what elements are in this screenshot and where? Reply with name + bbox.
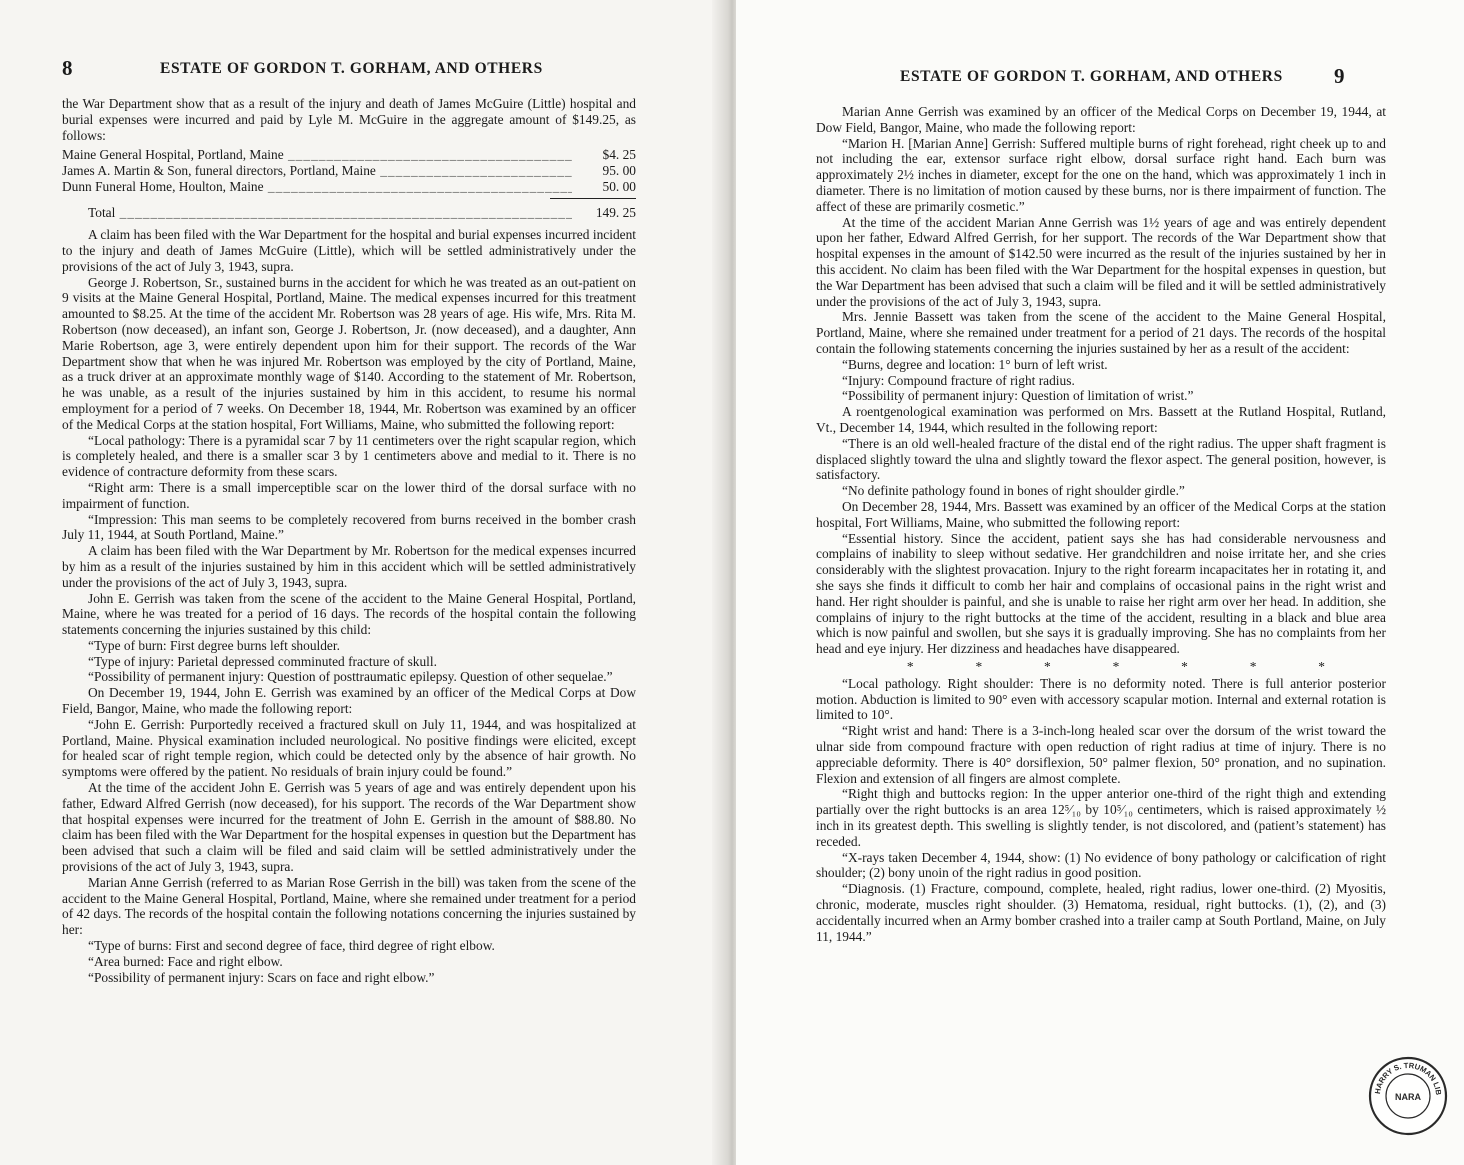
paragraph: At the time of the accident John E. Gerrish was 5 years of age and was entirely dependent upon his father, Edward Alfred Gerrish (now deceased), for his support. The records of the War Department show that hospital expenses were incurred for the treatment of John E. Gerrish in the amount of $88.80. No claim has been filed with the War Department for the hospital expenses in question but the Department has been advised that such a claim will be filed and said claim will be settled administratively under the provisions of the act of July 3, 1943, supra. [62, 780, 636, 875]
paragraph: A roentgenological examination was performed on Mrs. Bassett at the Rutland Hospital, Rutland, Vt., December 14, 1944, which resulted in the following report: [816, 404, 1386, 435]
quoted-paragraph: “Burns, degree and location: 1° burn of left wrist. [842, 356, 1108, 372]
stamp-center-text: NARA [1395, 1092, 1421, 1102]
quoted-paragraph: “Type of burns: First and second degree of face, third degree of right elbow. [88, 938, 495, 954]
quoted-paragraph: “Local pathology: There is a pyramidal scar 7 by 11 centimeters over the right scapular region, which is completely healed, and there is a smaller scar 3 by 1 centimeters above and medial to it. There is no evidence of contracture deformity from these scars. [62, 432, 636, 480]
star: * [1181, 658, 1188, 674]
star: * [975, 658, 983, 674]
stamp-seal-icon [1366, 1054, 1450, 1138]
page-number: 9 [1334, 64, 1345, 88]
page-number: 8 [62, 56, 73, 80]
paragraph: Marian Anne Gerrish was examined by an officer of the Medical Corps on December 19, 1944, at Dow Field, Bangor, Maine, who made the following report: [816, 104, 1386, 135]
running-head: ESTATE OF GORDON T. GORHAM, AND OTHERS [900, 68, 1283, 85]
quoted-paragraph: “Essential history. Since the accident, patient says she has had considerable nervousness and complains of inability to sleep without sedative. Her grandchildren and noise irritate her, and she cries considerably with the slightest provacation. Injury to the right forearm incapacitates her in rotating it, and she says she finds it difficult to comb her hair and complains of occasional pains in the right wrist and hand. Her right shoulder is painful, and she is unable to raise her right arm over her head. In addition, she complains of injury to the right buttocks at the time of the accident, resulting in a black and blue area which is now painful and swollen, but she says it is gradually improving. She has no complaints from her head and eye injury. Her dizziness and headaches have disappeared. [816, 530, 1386, 657]
paragraph: A claim has been filed with the War Department for the hospital and burial expenses incurred incident to the injury and death of James McGuire (Little), which will be settled administratively under the provisions of the act of July 3, 1943, supra. [62, 227, 636, 274]
right-page [736, 0, 1464, 1165]
ledger-amount: $4. 25 [602, 147, 636, 163]
paragraph: On December 28, 1944, Mrs. Bassett was examined by an officer of the Medical Corps at the station hospital, Fort Williams, Maine, who submitted the following report: [816, 498, 1386, 530]
quoted-paragraph: “There is an old well-healed fracture of the distal end of the right radius. The upper shaft fragment is displaced slightly toward the ulna and slightly toward the flexor aspect. The general position, however, is satisfactory. [816, 435, 1386, 483]
quoted-paragraph: “Right thigh and buttocks region: In the upper anterior one-third of the right thigh and extending partially over the right buttocks is an area 12⁵⁄₁₀ by 10⁵⁄₁₀ centimeters, which is raised approximately ½ inch in its greatest depth. This swelling is slightly tender, is not discolored, and (patient’s statement) has receded. [816, 786, 1386, 849]
star: * [1318, 658, 1325, 674]
star: * [1112, 658, 1120, 674]
stamp-arc-text: HARRY S. TRUMAN LIB [1373, 1060, 1444, 1096]
ledger-payee: Maine General Hospital, Portland, Maine _____ [62, 147, 572, 163]
ledger-payee: Dunn Funeral Home, Houlton, Maine _____ [62, 179, 572, 195]
star: * [906, 658, 914, 674]
paragraph: Mrs. Jennie Bassett was taken from the scene of the accident to the Maine General Hospital, Portland, Maine, where she remained under treatment for a period of 21 days. The records of the hospital contain the following statements concerning the injuries sustained by her as a result of the accident: [816, 309, 1386, 356]
ledger-row [62, 147, 636, 163]
quoted-paragraph: “Marion H. [Marian Anne] Gerrish: Suffered multiple burns of right forehead, right cheek up to and not including the ear, extensor surface right elbow, dorsal surface right hand. Each burn was approximately 2½ inches in diameter, except for the one on the hand, which was approximately 1 inch in diameter. There is no limitation of motion caused by these burns, nor is there impairment of function. The affect of these are primarily cosmetic.” [816, 135, 1386, 214]
paragraph: At the time of the accident Marian Anne Gerrish was 1½ years of age and was entirely dependent upon her father, Edward Alfred Gerrish, for her support. The records of the War Department show that hospital expenses in the amount of $142.50 were incurred as the result of the injuries sustained by her in this accident. No claim has been filed with the War Department for the hospital expenses in question, but the War Department has been advised that such a claim will be filed and it will be settled administratively under the provisions of the act of July 3, 1943, supra. [816, 214, 1386, 309]
intro-paragraph: the War Department show that as a result of the injury and death of James McGuire (Little) hospital and burial expenses were incurred and paid by Lyle M. McGuire in the aggregate amount of $149.25, as follows: [62, 96, 636, 143]
quoted-paragraph: “Type of injury: Parietal depressed comminuted fracture of skull. [88, 653, 437, 669]
paragraph: George J. Robertson, Sr., sustained burns in the accident for which he was treated as an out-patient on 9 visits at the Maine General Hospital, Portland, Maine. The medical expenses incurred for this treatment amounted to $8.25. At the time of the accident Mr. Robertson was 28 years of age. His wife, Mrs. Rita M. Robertson (now deceased), an infant son, George J. Robertson, Jr. (now deceased), and a daughter, Ann Marie Robertson, age 3, were entirely dependent upon him for their support. The records of the War Department show that when he was injured Mr. Robertson was employed by the city of Portland, Maine, as a truck driver at an approximate monthly wage of $140. According to the statement of Mr. Robertson, he was unable, as a result of the injuries sustained by him in this accident, to resume his normal employment for a period of 7 weeks. On December 18, 1944, Mr. Robertson was examined by an officer of the Medical Corps at the station hospital, Fort Williams, Maine, who submitted the following report: [62, 274, 636, 432]
total-amount: 149. 25 [595, 205, 636, 221]
left-page [0, 0, 728, 1165]
ledger-amount: 95. 00 [602, 162, 636, 178]
star: * [1249, 658, 1257, 674]
quoted-paragraph: “John E. Gerrish: Purportedly received a fractured skull on July 11, 1944, and was hospitalized at Portland, Maine. Physical examination included neurological. No positive findings were elicited, except for healed scar of right temple region, which could be detected only by the absence of hair growth. No symptoms were offered by the patient. No residuals of brain injury could be found.” [62, 716, 636, 780]
expense-ledger [62, 147, 636, 221]
quoted-paragraph: “Possibility of permanent injury: Question of posttraumatic epilepsy. Question of other sequelae.” [88, 669, 613, 685]
quoted-paragraph: “Injury: Compound fracture of right radius. [842, 372, 1075, 388]
paragraph: John E. Gerrish was taken from the scene of the accident to the Maine General Hospital, Portland, Maine, where he was treated for a period of 16 days. The records of the hospital contain the following statements concerning the injuries sustained by this child: [62, 590, 636, 638]
total-label: Total _____ [62, 205, 572, 221]
ledger-row [62, 179, 636, 195]
left-body [62, 96, 636, 985]
quoted-paragraph: “X-rays taken December 4, 1944, show: (1) No evidence of bony pathology or calcification of right shoulder; (2) bony unoin of the right radius in good position. [816, 849, 1386, 881]
quoted-paragraph: “Local pathology. Right shoulder: There is no deformity noted. There is full anterior posterior motion. Abduction is limited to 90° even with accessory scapular motion. Internal and external rotation is limited to 10°. [816, 675, 1386, 723]
ledger-payee: James A. Martin & Son, funeral directors, Portland, Maine _____ [62, 163, 572, 179]
quoted-paragraph: “Area burned: Face and right elbow. [88, 953, 283, 969]
ledger-row [62, 163, 636, 179]
star: * [1044, 658, 1051, 674]
paragraph: Marian Anne Gerrish (referred to as Marian Rose Gerrish in the bill) was taken from the scene of the accident to the Maine General Hospital, Portland, Maine, where she remained under treatment for a period of 42 days. The records of the hospital contain the following notations concerning the injuries sustained by her: [62, 874, 636, 938]
quoted-paragraph: “No definite pathology found in bones of right shoulder girdle.” [842, 483, 1185, 499]
right-body [816, 104, 1386, 944]
quoted-paragraph: “Right wrist and hand: There is a 3-inch-long healed scar over the dorsum of the wrist toward the ulnar side from compound fracture with open reduction of right radius at time of injury. There is no appreciable deformity. There is 40° dorsiflexion, 50° palmer flexion, 50° pronation, and no supination. Flexion and extension of all fingers are almost complete. [816, 723, 1386, 786]
paragraph: On December 19, 1944, John E. Gerrish was examined by an officer of the Medical Corps at Dow Field, Bangor, Maine, who made the following report: [62, 685, 636, 717]
ledger-amount: 50. 00 [602, 178, 636, 194]
ledger-total-row [62, 205, 636, 221]
quoted-paragraph: “Type of burn: First degree burns left shoulder. [88, 637, 340, 653]
ellipsis-stars [816, 659, 1386, 674]
quoted-paragraph: “Impression: This man seems to be completely recovered from burns received in the bomber crash July 11, 1944, at South Portland, Maine.” [62, 511, 636, 543]
quoted-paragraph: “Possibility of permanent injury: Question of limitation of wrist.” [842, 388, 1194, 404]
quoted-paragraph: “Possibility of permanent injury: Scars on face and right elbow.” [88, 969, 435, 985]
running-head: ESTATE OF GORDON T. GORHAM, AND OTHERS [160, 60, 543, 77]
quoted-paragraph: “Right arm: There is a small imperceptible scar on the lower third of the dorsal surface with no impairment of function. [62, 479, 636, 511]
quoted-paragraph: “Diagnosis. (1) Fracture, compound, complete, healed, right radius, lower one-third. (2) Myositis, chronic, moderate, muscles right shoulder. (3) Hematoma, residual, right buttocks. (1), (2), and (3) accidentally incurred when an Army bomber crashed into a trailer camp at South Portland, Maine, on July 11, 1944.” [816, 881, 1386, 944]
total-rule [550, 198, 636, 199]
library-stamp [1366, 1054, 1450, 1138]
paragraph: A claim has been filed with the War Department by Mr. Robertson for the medical expenses incurred by him as a result of the injuries sustained by him in this accident which will be settled administratively under the provisions of the act of July 3, 1943, supra. [62, 543, 636, 590]
